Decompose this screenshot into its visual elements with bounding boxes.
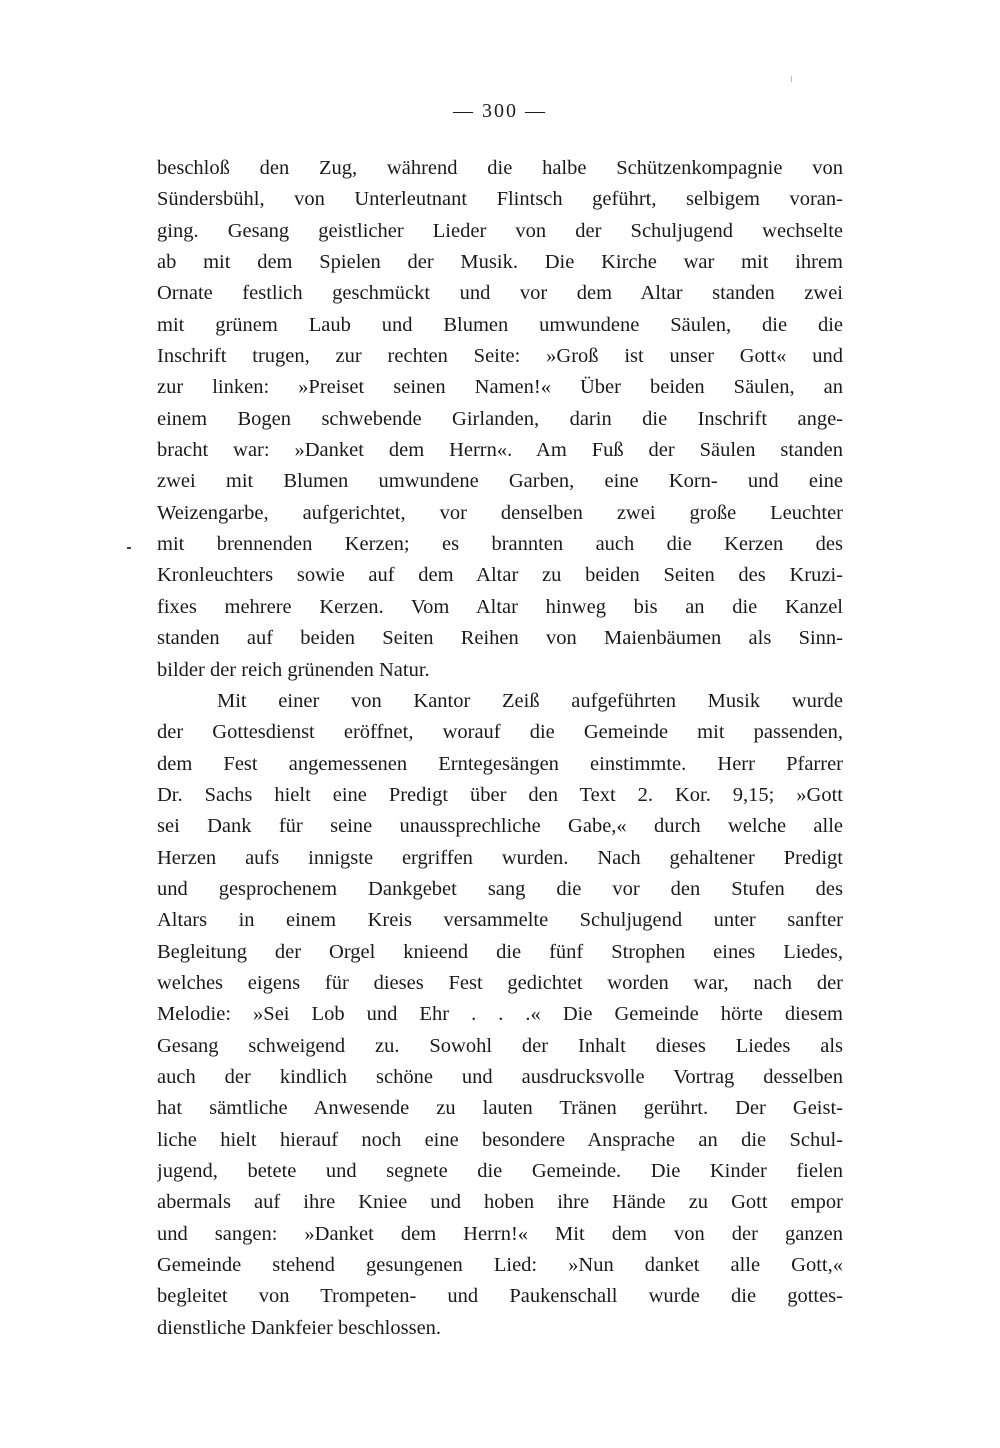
text-line: Altars in einem Kreis versammelte Schuljugend unter sanfter bbox=[157, 909, 843, 932]
text-line: zur linken: »Preiset seinen Namen!« Über beiden Säulen, an bbox=[157, 376, 843, 399]
body-text bbox=[157, 153, 843, 1344]
text-line: jugend, betete und segnete die Gemeinde. Die Kinder fielen bbox=[157, 1160, 843, 1182]
text-line: beschloß den Zug, während die halbe Schützenkompagnie von bbox=[157, 157, 843, 179]
text-line: Kronleuchters sowie auf dem Altar zu beiden Seiten des Kruzi- bbox=[157, 564, 843, 587]
text-line: liche hielt hierauf noch eine besondere Ansprache an die Schul- bbox=[157, 1128, 843, 1151]
text-line: Sündersbühl, von Unterleutnant Flintsch geführt, selbigem voran- bbox=[157, 188, 843, 211]
text-line: Melodie: »Sei Lob und Ehr . . .« Die Gemeinde hörte diesem bbox=[157, 1003, 843, 1026]
text-line: standen auf beiden Seiten Reihen von Maienbäumen als Sinn- bbox=[157, 627, 843, 650]
paragraph-1 bbox=[157, 153, 843, 686]
text-line: ging. Gesang geistlicher Lieder von der Schuljugend wechselte bbox=[157, 219, 843, 242]
text-line: Herzen aufs innigste ergriffen wurden. Nach gehaltener Predigt bbox=[157, 846, 843, 869]
text-line: dem Fest angemessenen Erntegesängen einstimmte. Herr Pfarrer bbox=[157, 752, 843, 775]
text-line: sei Dank für seine unaussprechliche Gabe,« durch welche alle bbox=[157, 815, 843, 838]
text-line: begleitet von Trompeten- und Paukenschall wurde die gottes- bbox=[157, 1285, 843, 1308]
scan-speck bbox=[791, 76, 792, 82]
text-line: Gesang schweigend zu. Sowohl der Inhalt dieses Liedes als bbox=[157, 1034, 843, 1057]
text-line: Dr. Sachs hielt eine Predigt über den Text 2. Kor. 9,15; »Gott bbox=[157, 783, 843, 806]
text-line: auch der kindlich schöne und ausdrucksvolle Vortrag desselben bbox=[157, 1065, 843, 1088]
paragraph-2 bbox=[157, 686, 843, 1344]
text-line: und gesprochenem Dankgebet sang die vor den Stufen des bbox=[157, 877, 843, 900]
text-line: zwei mit Blumen umwundene Garben, eine Korn- und eine bbox=[157, 470, 843, 493]
text-line: Ornate festlich geschmückt und vor dem Altar standen zwei bbox=[157, 282, 843, 305]
text-line: mit grünem Laub und Blumen umwundene Säulen, die die bbox=[157, 313, 843, 336]
text-line: Gemeinde stehend gesungenen Lied: »Nun danket alle Gott,« bbox=[157, 1254, 843, 1277]
page-number: — 300 — bbox=[453, 100, 547, 122]
text-line: ab mit dem Spielen der Musik. Die Kirche war mit ihrem bbox=[157, 251, 843, 274]
text-line: und sangen: »Danket dem Herrn!« Mit dem von der ganzen bbox=[157, 1222, 843, 1245]
text-line: welches eigens für dieses Fest gedichtet worden war, nach der bbox=[157, 971, 843, 994]
text-line: bilder der reich grünenden Natur. bbox=[157, 658, 430, 681]
text-line: dienstliche Dankfeier beschlossen. bbox=[157, 1316, 442, 1339]
text-line: mit brennenden Kerzen; es brannten auch die Kerzen des bbox=[157, 533, 843, 556]
text-line: der Gottesdienst eröffnet, worauf die Gemeinde mit passenden, bbox=[157, 721, 843, 744]
text-line: fixes mehrere Kerzen. Vom Altar hinweg bis an die Kanzel bbox=[157, 595, 843, 618]
text-line: bracht war: »Danket dem Herrn«. Am Fuß der Säulen standen bbox=[157, 439, 843, 462]
text-line: hat sämtliche Anwesende zu lauten Tränen gerührt. Der Geist- bbox=[157, 1097, 843, 1120]
text-line: Weizengarbe, aufgerichtet, vor denselben zwei große Leuchter bbox=[157, 501, 843, 524]
margin-mark bbox=[127, 547, 131, 549]
text-line: einem Bogen schwebende Girlanden, darin die Inschrift ange- bbox=[157, 407, 843, 430]
text-line: Mit einer von Kantor Zeiß aufgeführten Musik wurde bbox=[217, 689, 843, 712]
text-line: Begleitung der Orgel knieend die fünf Strophen eines Liedes, bbox=[157, 940, 843, 963]
text-line: Inschrift trugen, zur rechten Seite: »Groß ist unser Gott« und bbox=[157, 345, 843, 368]
text-line: abermals auf ihre Kniee und hoben ihre Hände zu Gott empor bbox=[157, 1191, 843, 1214]
